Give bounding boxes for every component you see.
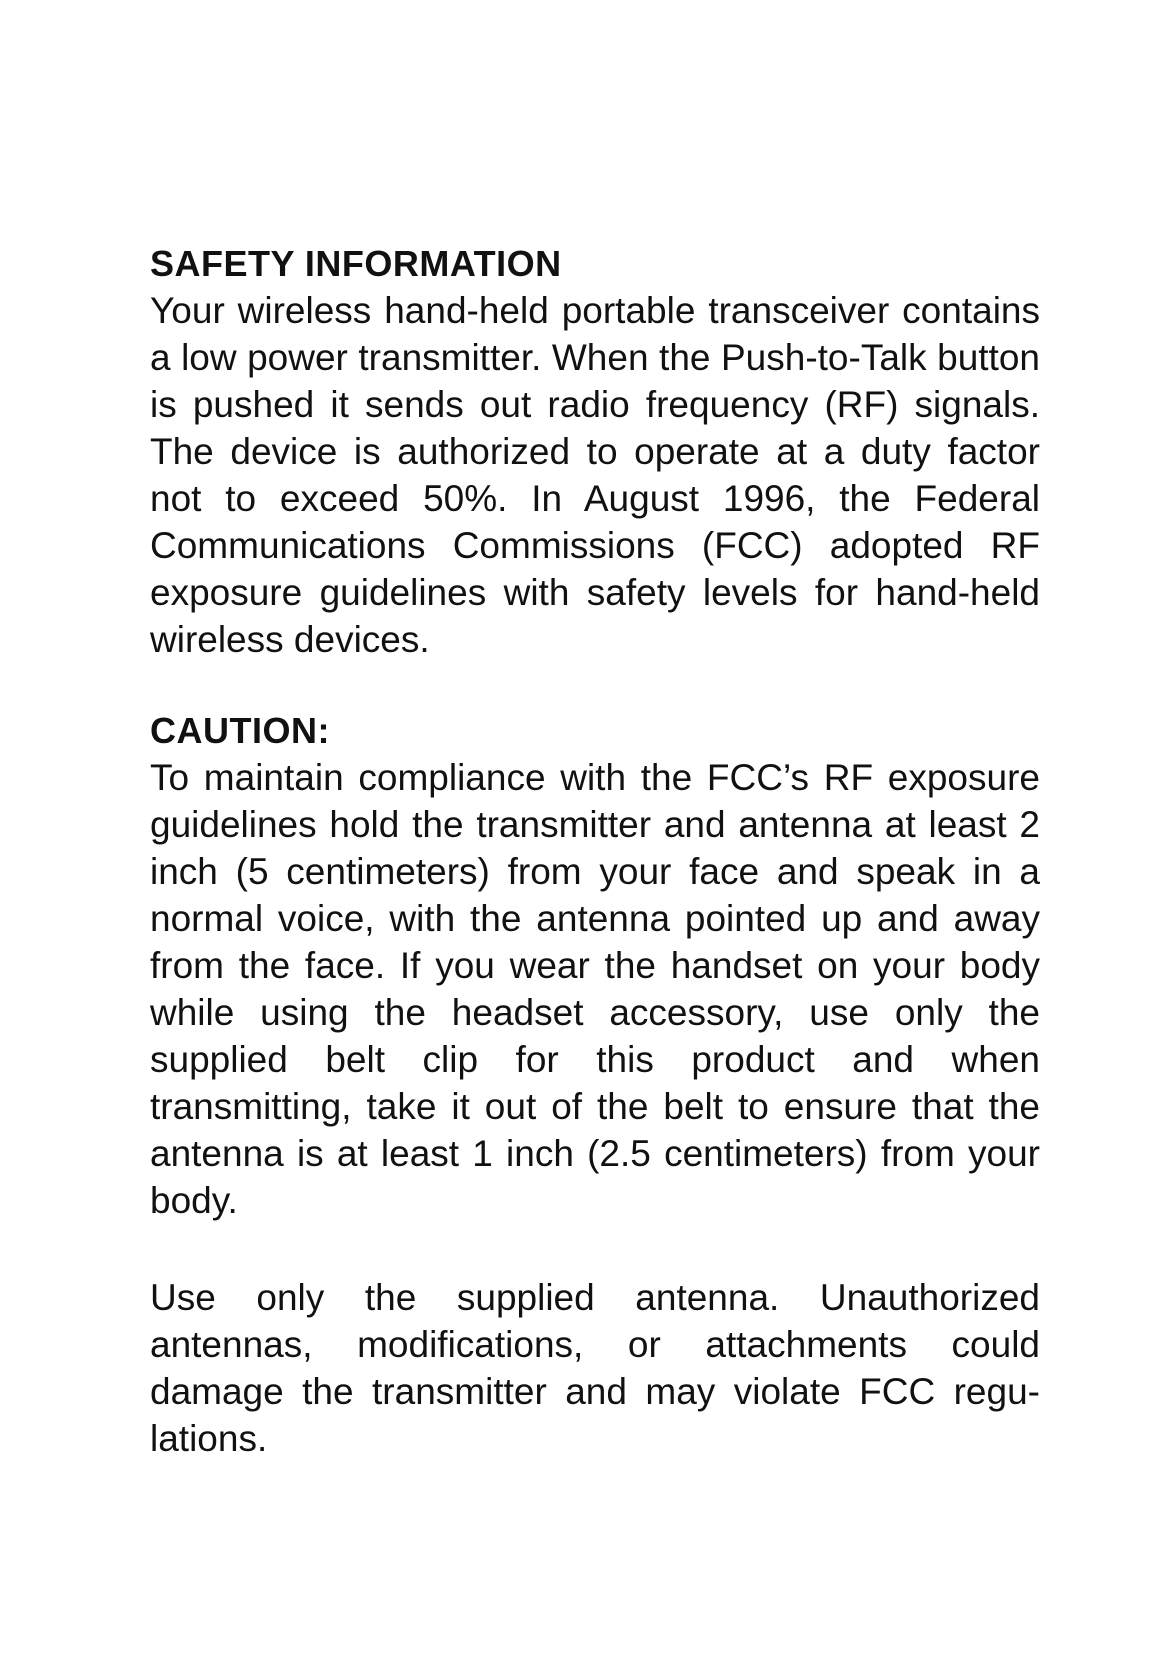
caution-heading: CAUTION: xyxy=(150,710,330,751)
section-spacer xyxy=(150,1224,1040,1274)
caution-paragraph: To maintain compliance with the FCC’s RF exposure guidelines hold the transmitter and antenna at least 2 inch (5 centimeters) from your face and speak in a normal voice, with the antenna pointed up and away from the face. If you wear the handset on your body while using the headset accessory, use only the supplied belt clip for this product and when transmitting, take it out of the belt to ensure that the antenna is at least 1 inch (2.5 centimeters) from your body. xyxy=(150,757,1040,1221)
safety-information-heading: SAFETY INFORMATION xyxy=(150,243,562,284)
safety-information-paragraph: Your wireless hand-held portable transceiver contains a low power transmitter. When the Push-to-Talk button is pushed it sends out radio frequency (RF) signals. The device is authorized to operate at a duty factor not to exceed 50%. In August 1996, the Federal Communications Commissions (FCC) adopted RF exposure guidelines with safety levels for hand-held wireless devices. xyxy=(150,290,1040,660)
document-page xyxy=(150,240,1040,1462)
section-spacer xyxy=(150,663,1040,707)
antenna-notice-paragraph: Use only the supplied antenna. Unauthorized antennas, modifications, or attachments could damage the transmitter and may violate FCC regulations. xyxy=(150,1277,1040,1459)
